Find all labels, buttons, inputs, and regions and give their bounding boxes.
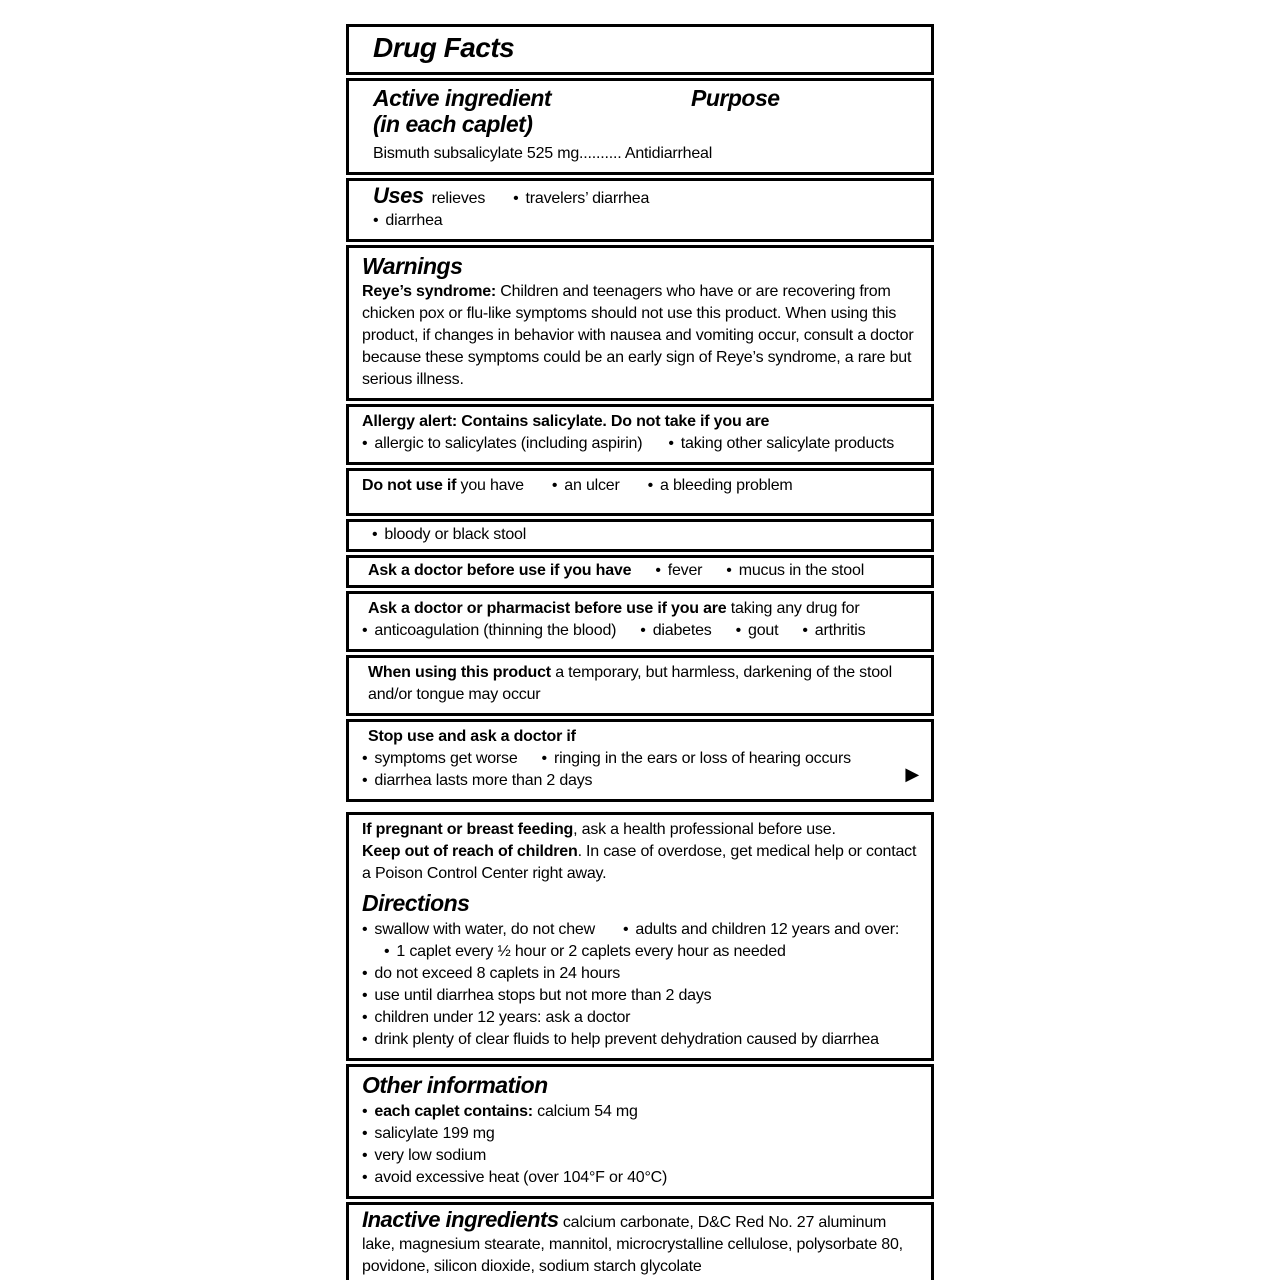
bullet-icon: • [362, 1009, 368, 1026]
bullet-icon: • [362, 921, 368, 938]
list-item: • a bleeding problem [648, 475, 793, 497]
list-item: • allergic to salicylates (including aspirin) [362, 433, 642, 455]
bullet-icon: • [362, 1169, 368, 1186]
section-other-information [346, 1064, 934, 1199]
list-item: • adults and children 12 years and over: [623, 919, 899, 941]
bullet-icon: • [802, 622, 808, 639]
stop-use-label: Stop use and ask a doctor if [368, 728, 576, 745]
bullet-icon: • [362, 1103, 368, 1120]
bullet-icon: • [362, 1147, 368, 1164]
bullet-icon: • [668, 435, 674, 452]
list-item: • drink plenty of clear fluids to help prevent dehydration caused by diarrhea [362, 1029, 918, 1051]
section-stop-use [346, 719, 934, 802]
section-bloody-stool [346, 519, 934, 552]
inactive-ingredients-text: Inactive ingredients calcium carbonate, D&C Red No. 27 aluminum lake, magnesium stearate, mannitol, microcrystalline cellulose, polysorbate 80, povidone, silicon dioxide, sodium starch glycolate [362, 1207, 903, 1275]
list-item: • each caplet contains: calcium 54 mg [362, 1101, 918, 1123]
section-allergy-alert [346, 404, 934, 465]
section-inactive-ingredients [346, 1202, 934, 1280]
active-ingredient-row: Bismuth subsalicylate 525 mg.......... Antidiarrheal [373, 145, 713, 162]
allergy-alert-label: Allergy alert: Contains salicylate. Do not take if you are [362, 413, 770, 430]
list-item: • bloody or black stool [372, 524, 918, 546]
uses-intro: relieves [431, 190, 486, 207]
section-ask-doctor [346, 555, 934, 588]
continue-arrow-icon: ▶ [905, 764, 919, 784]
list-item: • do not exceed 8 caplets in 24 hours [362, 963, 918, 985]
bullet-icon: • [622, 921, 629, 938]
list-item: • travelers’ diarrhea [513, 188, 649, 210]
bullet-icon: • [362, 987, 368, 1004]
bullet-icon: • [362, 965, 368, 982]
do-not-use-line [362, 475, 918, 497]
directions-line-1 [362, 919, 918, 941]
list-item: • ringing in the ears or loss of hearing occurs [542, 748, 851, 770]
list-item: • children under 12 years: ask a doctor [362, 1007, 918, 1029]
section-ask-pharmacist [346, 591, 934, 652]
list-item: • diarrhea lasts more than 2 days [362, 770, 918, 792]
bullet-icon: • [362, 750, 368, 767]
list-item: • arthritis [802, 620, 865, 642]
section-when-using [346, 655, 934, 716]
list-item: • mucus in the stool [726, 560, 864, 582]
section-active-ingredient [346, 78, 934, 175]
uses-heading: Uses [373, 183, 424, 208]
list-item: • use until diarrhea stops but not more than 2 days [362, 985, 918, 1007]
ask-pharmacist-line: Ask a doctor or pharmacist before use if you are taking any drug for [368, 600, 860, 617]
reye-syndrome-label: Reye’s syndrome: [362, 283, 497, 300]
stop-use-bullets-1 [362, 748, 918, 770]
active-ingredient-heading: Active ingredient (in each caplet) [373, 85, 552, 137]
list-item: • swallow with water, do not chew [362, 919, 595, 941]
list-item: • diabetes [640, 620, 711, 642]
bullet-icon: • [541, 750, 547, 767]
list-item: • very low sodium [362, 1145, 918, 1167]
purpose-heading: Purpose [691, 85, 780, 111]
other-information-heading: Other information [362, 1072, 548, 1098]
bullet-icon: • [655, 562, 661, 579]
bullet-icon: • [735, 622, 741, 639]
section-do-not-use [346, 468, 934, 516]
drug-facts-title: Drug Facts [373, 32, 515, 63]
inactive-ingredients-heading: Inactive ingredients [362, 1207, 559, 1232]
list-item: • salicylate 199 mg [362, 1123, 918, 1145]
bullet-icon: • [647, 477, 654, 494]
ask-pharmacist-bullets [362, 620, 918, 642]
directions-heading: Directions [362, 890, 470, 916]
bullet-icon: • [726, 562, 732, 579]
bullet-icon: • [372, 526, 378, 543]
bullet-icon: • [513, 190, 519, 207]
uses-line-1 [373, 185, 915, 210]
when-using-text: When using this product a temporary, but harmless, darkening of the stool and/or tongue may occur [368, 664, 892, 703]
warnings-heading: Warnings [362, 253, 463, 279]
section-title [346, 24, 934, 75]
list-item: • fever [655, 560, 702, 582]
list-item: • symptoms get worse [362, 748, 518, 770]
section-uses [346, 178, 934, 242]
section-warnings [346, 245, 934, 401]
bullet-icon: • [373, 212, 379, 229]
bullet-icon: • [362, 1125, 368, 1142]
list-item: • anticoagulation (thinning the blood) [362, 620, 616, 642]
allergy-bullets [362, 433, 918, 455]
bullet-icon: • [362, 1031, 368, 1048]
bullet-icon: • [362, 622, 368, 639]
list-item: • avoid excessive heat (over 104°F or 40°C) [362, 1167, 918, 1189]
list-item: • diarrhea [373, 210, 915, 232]
ask-doctor-label: Ask a doctor before use if you have [368, 562, 632, 579]
list-item: • 1 caplet every ½ hour or 2 caplets every hour as needed [384, 941, 918, 963]
reye-syndrome-warning: Reye’s syndrome: Children and teenagers who have or are recovering from chicken pox or flu-like symptoms should not use this product. When using this product, if changes in behavior with nausea and vomiting occur, consult a doctor because these symptoms could be an early sign of Reye’s syndrome, a rare but serious illness. [362, 283, 914, 388]
bullet-icon: • [551, 477, 558, 494]
section-pregnancy-directions [346, 812, 934, 1061]
ask-doctor-line [368, 560, 918, 582]
drug-facts-label [346, 24, 934, 1280]
active-ingredient-header [373, 85, 915, 137]
bullet-icon: • [362, 772, 368, 789]
list-item: • an ulcer [552, 475, 620, 497]
bullet-icon: • [384, 943, 390, 960]
pregnancy-warning: If pregnant or breast feeding, ask a health professional before use. Keep out of reach of children. In case of overdose, get medical help or contact a Poison Control Center right away. [362, 821, 917, 882]
bullet-icon: • [362, 435, 368, 452]
list-item: • taking other salicylate products [668, 433, 894, 455]
list-item: • gout [736, 620, 779, 642]
do-not-use-text: Do not use if you have [362, 477, 524, 494]
bullet-icon: • [640, 622, 646, 639]
